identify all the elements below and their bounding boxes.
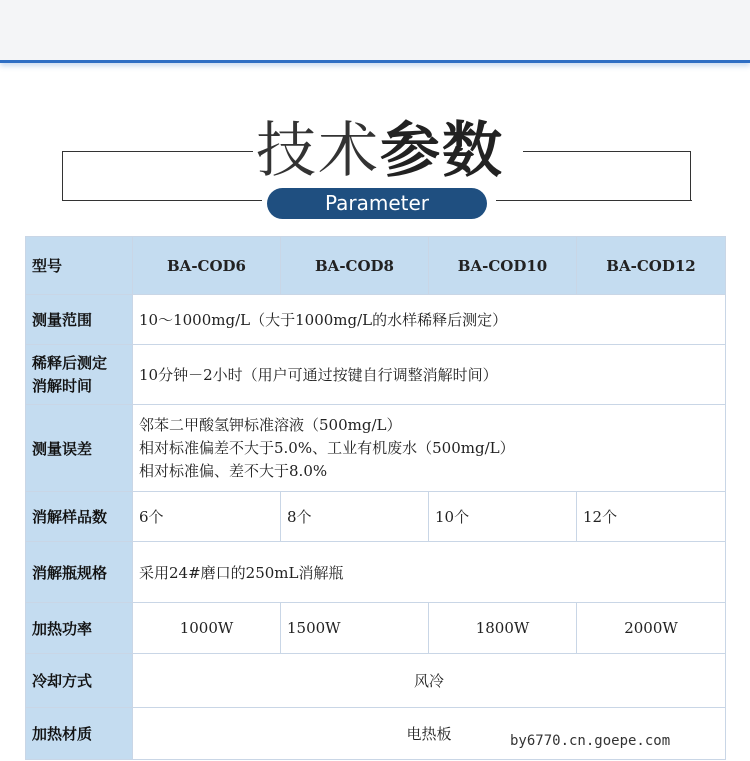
material-value: 电热板 xyxy=(133,708,726,760)
table-row-samples xyxy=(26,492,726,542)
model-cell: BA-COD6 xyxy=(133,237,281,295)
title-part-2: 参数 xyxy=(380,116,504,186)
model-cell: BA-COD8 xyxy=(281,237,429,295)
range-label: 测量范围 xyxy=(26,295,133,345)
error-line: 邻苯二甲酸氢钾标准溶液（500mg/L） xyxy=(139,415,402,434)
table-row-bottle xyxy=(26,542,726,603)
table-row-power xyxy=(26,603,726,654)
section-title xyxy=(200,118,560,184)
table-row-error xyxy=(26,405,726,492)
samples-cell: 12个 xyxy=(577,492,726,542)
table-row-time xyxy=(26,345,726,405)
error-label: 测量误差 xyxy=(26,405,133,492)
table-row-model xyxy=(26,237,726,295)
samples-cell: 6个 xyxy=(133,492,281,542)
power-cell: 1000W xyxy=(133,603,281,654)
samples-cell: 8个 xyxy=(281,492,429,542)
error-line: 相对标准偏、差不大于8.0% xyxy=(139,461,328,480)
samples-cell: 10个 xyxy=(429,492,577,542)
cooling-label: 冷却方式 xyxy=(26,654,133,708)
power-cell: 1800W xyxy=(429,603,577,654)
time-label xyxy=(26,345,133,405)
power-cell: 1500W xyxy=(281,603,429,654)
time-label-line: 消解时间 xyxy=(32,376,93,395)
time-value: 10分钟－2小时（用户可通过按键自行调整消解时间） xyxy=(133,345,726,405)
samples-label: 消解样品数 xyxy=(26,492,133,542)
error-line: 相对标准偏差不大于5.0%、工业有机废水（500mg/L） xyxy=(139,438,515,457)
model-cell: BA-COD10 xyxy=(429,237,577,295)
watermark-text: by6770.cn.goepe.com xyxy=(510,733,671,749)
model-cell: BA-COD12 xyxy=(577,237,726,295)
subtitle-badge: Parameter xyxy=(267,188,487,219)
cooling-value: 风冷 xyxy=(133,654,726,708)
error-value xyxy=(133,405,726,492)
power-cell: 2000W xyxy=(577,603,726,654)
power-label: 加热功率 xyxy=(26,603,133,654)
model-label: 型号 xyxy=(26,237,133,295)
header-divider-right xyxy=(496,200,692,201)
table-row-cooling xyxy=(26,654,726,708)
title-part-1: 技术 xyxy=(256,116,380,186)
top-banner xyxy=(0,0,750,63)
bottle-label: 消解瓶规格 xyxy=(26,542,133,603)
table-row-range xyxy=(26,295,726,345)
bottle-value: 采用24#磨口的250mL消解瓶 xyxy=(133,542,726,603)
range-value: 10～1000mg/L（大于1000mg/L的水样稀释后测定） xyxy=(133,295,726,345)
parameter-table xyxy=(25,236,726,760)
time-label-line: 稀释后测定 xyxy=(32,353,108,372)
material-label: 加热材质 xyxy=(26,708,133,760)
header-divider-left xyxy=(62,200,262,201)
